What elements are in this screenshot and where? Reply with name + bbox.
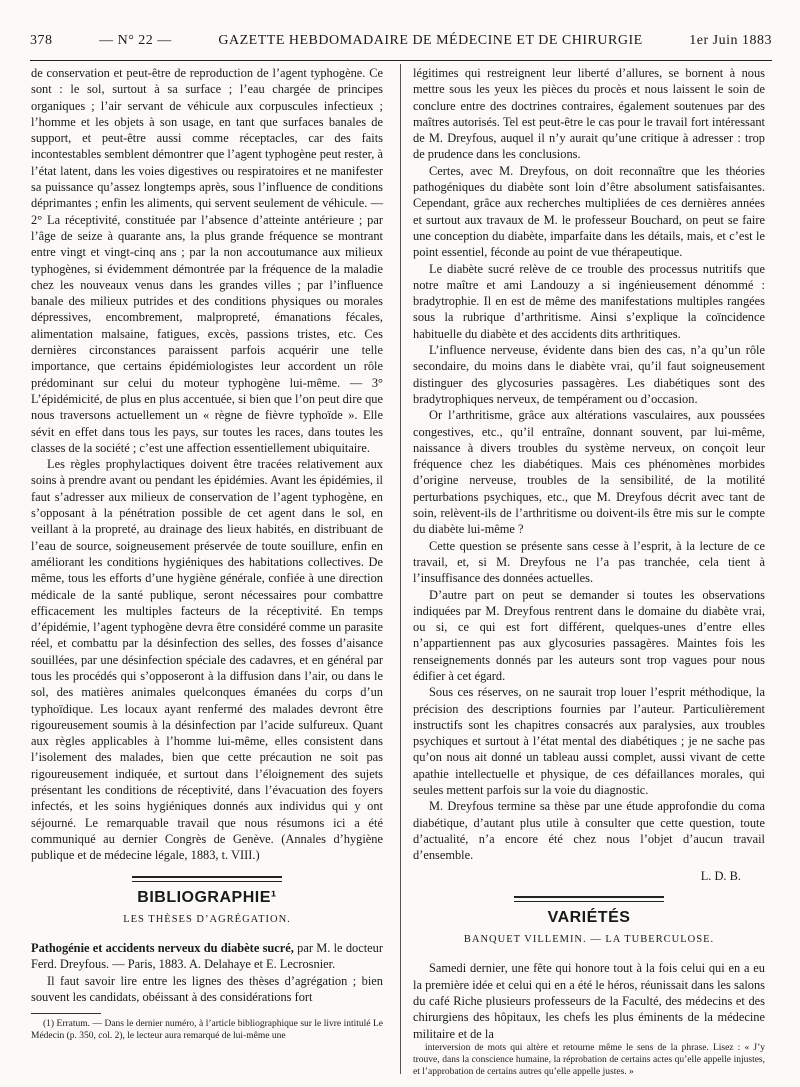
book-title: Pathogénie et accidents nerveux du diabète sucré, [31, 941, 294, 956]
issue-number: — N° 22 — [99, 33, 172, 48]
section-separator [132, 876, 282, 882]
journal-title: GAZETTE HEBDOMADAIRE DE MÉDECINE ET DE CHIRURGIE [218, 33, 643, 48]
review-paragraph: Il faut savoir lire entre les lignes des thèses d’agrégation ; bien souvent les candidats, obéissant à des considérations fort [31, 973, 383, 1005]
varietes-title: VARIÉTÉS [547, 908, 631, 926]
review-paragraph: Certes, avec M. Dreyfous, on doit reconnaître que les théories pathogéniques du diabète sont loin d’être absolument satisfaisantes. Cependant, grâce aux recherches multipliées de ces dernières années et surtout aux travaux de M. le professeur Bouchard, on peut se faire une conception du diabète, imparfaite dans les détails, mais, et c’est le point essentiel, féconde au point de vue thérapeutique. [413, 163, 765, 260]
review-paragraph: L’influence nerveuse, évidente dans bien des cas, n’a qu’un rôle secondaire, du moins dans le diabète vrai, qu’il faut soigneusement distinguer des glycosuries passagères. Les diabétiques sont des bradytrophiques nerveux, de tempérament ou d’occasion. [413, 343, 765, 406]
page-number: 378 [30, 33, 53, 48]
column-divider [400, 64, 401, 1074]
review-paragraph: D’autre part on peut se demander si toutes les observations indiquées par M. Dreyfous rentrent dans le domaine du diabète vrai, ou si, ce qui est fort différent, quelques-unes d’entre elles n’appartiennent pas aux glycosuries passagères. Maintes fois les renseignements donnés par les auteurs sont trop vagues pour nous édifier à cet égard. [413, 587, 765, 683]
issue-date: 1er Juin 1883 [689, 33, 772, 48]
review-paragraph: Cette question se présente sans cesse à l’esprit, à la lecture de ce travail, et, si M. Dreyfous ne l’a pas tranchée, cela tient à l’insuffisance des données actuelles. [413, 538, 765, 586]
right-column [413, 65, 765, 1078]
footnote-text: (1) Erratum. — Dans le dernier numéro, à l’article bibliographique sur le livre intitulé Le Médecin (p. 350, col. 2), le lecteur aura remarqué de lui-même une [31, 1019, 383, 1042]
review-paragraph: Or l’arthritisme, grâce aux altérations vasculaires, aux poussées congestives, etc., qu’il entraîne, donnant souvent, par lui-même, naissance à divers troubles du système nerveux, on conçoit leur fréquence chez les diabétiques. Mais ces phénomènes morbides d’origine nerveuse, troubles de la sensibilité, de la motilité perturbations psychiques, etc., que M. Dreyfous décrit avec tant de soin, relèvent-ils de l’arthritisme ou doivent-ils être mis sur le compte du diabète lui-même ? [413, 408, 765, 537]
footnote-text: interversion de mots qui altère et retourne même le sens de la phrase. Lisez : « J’y trouve, dans la conscience humaine, la réprobation de certains actes qu’elle appelle injustes, et l’approbation de certains autres qu’elle appelle justes. » [413, 1042, 765, 1077]
header-rule [30, 60, 772, 61]
varietes-paragraph: Samedi dernier, une fête qui honore tout à la fois celui qui en a eu la première idée et celui qui en a été le héros, réunissait dans les salons du café Riche plusieurs professeurs de la Faculté, des médecins et des chirurgiens des hôpitaux, les chefs les plus éminents de la médecine militaire et de la [413, 961, 765, 1041]
bibliographie-subtitle: LES THÈSES D’AGRÉGATION. [123, 913, 291, 925]
varietes-subtitle: BANQUET VILLEMIN. — LA TUBERCULOSE. [463, 934, 715, 946]
book-details: par M. le docteur Ferd. Dreyfous. — Paris, 1883. A. Delahaye et E. Lecrosnier. [31, 941, 383, 972]
bibliographie-title: BIBLIOGRAPHIE¹ [137, 888, 277, 906]
footnote-rule [31, 1013, 101, 1014]
review-paragraph: Le diabète sucré relève de ce trouble des processus nutritifs que notre maître et ami Landouzy a si ingénieusement dénommé : bradytrophie. Il en est de même des manifestations multiples rangées sous la rubrique d’arthritisme. Ainsi s’explique la coïncidence habituelle du diabète et des accidents dits arthritiques. [413, 261, 765, 341]
left-column [31, 65, 383, 1042]
footnote [31, 1018, 383, 1042]
review-paragraph: Sous ces réserves, on ne saurait trop louer l’esprit méthodique, la précision des descriptions fournies par l’auteur. Particulièrement instructifs sont les chapitres consacrés aux paralysies, aux troubles psychiques et surtout à l’état mental des diabétiques ; je ne sache pas qu’on nous ait donné un tableau aussi complet, aussi vivant de cette apathie intellectuelle et physique, de ces défaillances morales, qui seules mettent parfois sur la voie du diagnostic. [413, 685, 765, 798]
signature: L. D. B. [700, 868, 741, 883]
article-paragraph: Les règles prophylactiques doivent être tracées relativement aux soins à prendre avant ou pendant les épidémies. Avant les épidémies, il faut s’adresser aux milieux de conservation de l’agent typhogène, en s’opposant à la pénétration possible de cet agent dans le sol, en veillant à la propreté, au drainage des lieux habités, en distribuant de l’eau de source, soigneusement préservée de toute souillure, enfin en améliorant les conditions hygiéniques des habitations collectives. De même, tous les efforts d’une hygiène générale, confiée à une direction médicale de la santé publique, seront nécessaires pour combattre efficacement les multiples facteurs de la réceptivité. En temps d’épidémie, l’agent typhogène devra être considéré comme un parasite réel, et combattu par la désinfection des selles, des fosses d’aisance souillées, par une désinfection spéciale des cadavres, et en général par tous les procédés qui s’opposeront à la diffusion dans l’air, ou dans le sol, des matières animales quelconques émanées du corps d’un typhoïdique. Les locaux ayant renfermé des malades devront être rigoureusement soumis à la désinfection par l’acide sulfureux. Quant aux règles applicables à l’homme lui-même, elles consistent dans l’isolement des malades, bien que cette précaution ne soit pas rigoureusement indiquée, et surtout dans l’éloignement des sujets présentant les conditions de réceptivité, dans l’évacuation des foyers infectés, et les soins hygiéniques donnés aux individus qui y ont séjourné. Le remarquable travail que nous résumons ici a été communiqué au dernier Congrès de Genève. (Annales d’hygiène publique et de médecine légale, 1883, t. VIII.) [31, 457, 383, 863]
review-paragraph: M. Dreyfous termine sa thèse par une étude approfondie du coma diabétique, d’autant plus utile à consulter que cette question, toute d’actualité, n’a encore été chez nous l’objet d’aucun travail d’ensemble. [413, 799, 765, 863]
review-paragraph: légitimes qui restreignent leur liberté d’allures, se bornent à nous mettre sous les yeux les pièces du procès et nous laissent le soin de conclure entre des doctrines contraires, également soutenues par des maîtres autorisés. Tel est peut-être le cas pour le travail fort intéressant de M. Dreyfous, auquel il n’y aurait qu’une critique à adresser : trop de prudence dans les conclusions. [413, 66, 765, 162]
page-header [30, 30, 772, 52]
section-separator [514, 896, 664, 902]
footnote-continuation [413, 1042, 765, 1078]
article-paragraph: de conservation et peut-être de reproduction de l’agent typhogène. Ce sont : le sol, surtout à sa surface ; l’eau chargée de principes organiques ; l’air servant de véhicule aux corpuscules infectieux ; l’homme et les objets à son usage, en tant que surfaces banales de support, et peut-être aussi comme réceptacles, car des faits incontestables semblent démontrer que l’agent typhogène peut rester, à l’état latent, dans les voies digestives ou respiratoires et ne manifester sa puissance qu’assez longtemps après, sous l’influence de conditions déprimantes ; enfin les aliments, qui servent seulement de véhicule. — 2° La réceptivité, constituée par l’absence d’atteinte antérieure ; par l’âge de seize à quarante ans, la plus grande fréquence se montrant entre vingt et vingt-cinq ans ; par la non accoutumance aux milieux typhogènes, si évidemment démontrée par la fréquence de la maladie chez les nouveaux venus dans les grandes villes ; par l’influence banale des milieux putrides et des conditions physiques ou morales dépressives, encombrement, malpropreté, émanations fécales, alimentation malsaine, fatigues, excès, passions tristes, etc. Ces dernières circonstances paraissent parfois acquérir une telle importance, que certains épidémiologistes leur accordent un rôle prédominant sur celui du moteur typhogène lui-même. — 3° L’épidémicité, de plus en plus accentuée, si bien que l’on peut dire que nous traversons actuellement un « règne de fièvre typhoïde ». Elle sévit en effet dans tous les pays, sur toutes les races, dans toutes les classes de la société ; c’est une affection essentiellement ubiquitaire. [31, 66, 383, 455]
book-reference [31, 940, 383, 973]
